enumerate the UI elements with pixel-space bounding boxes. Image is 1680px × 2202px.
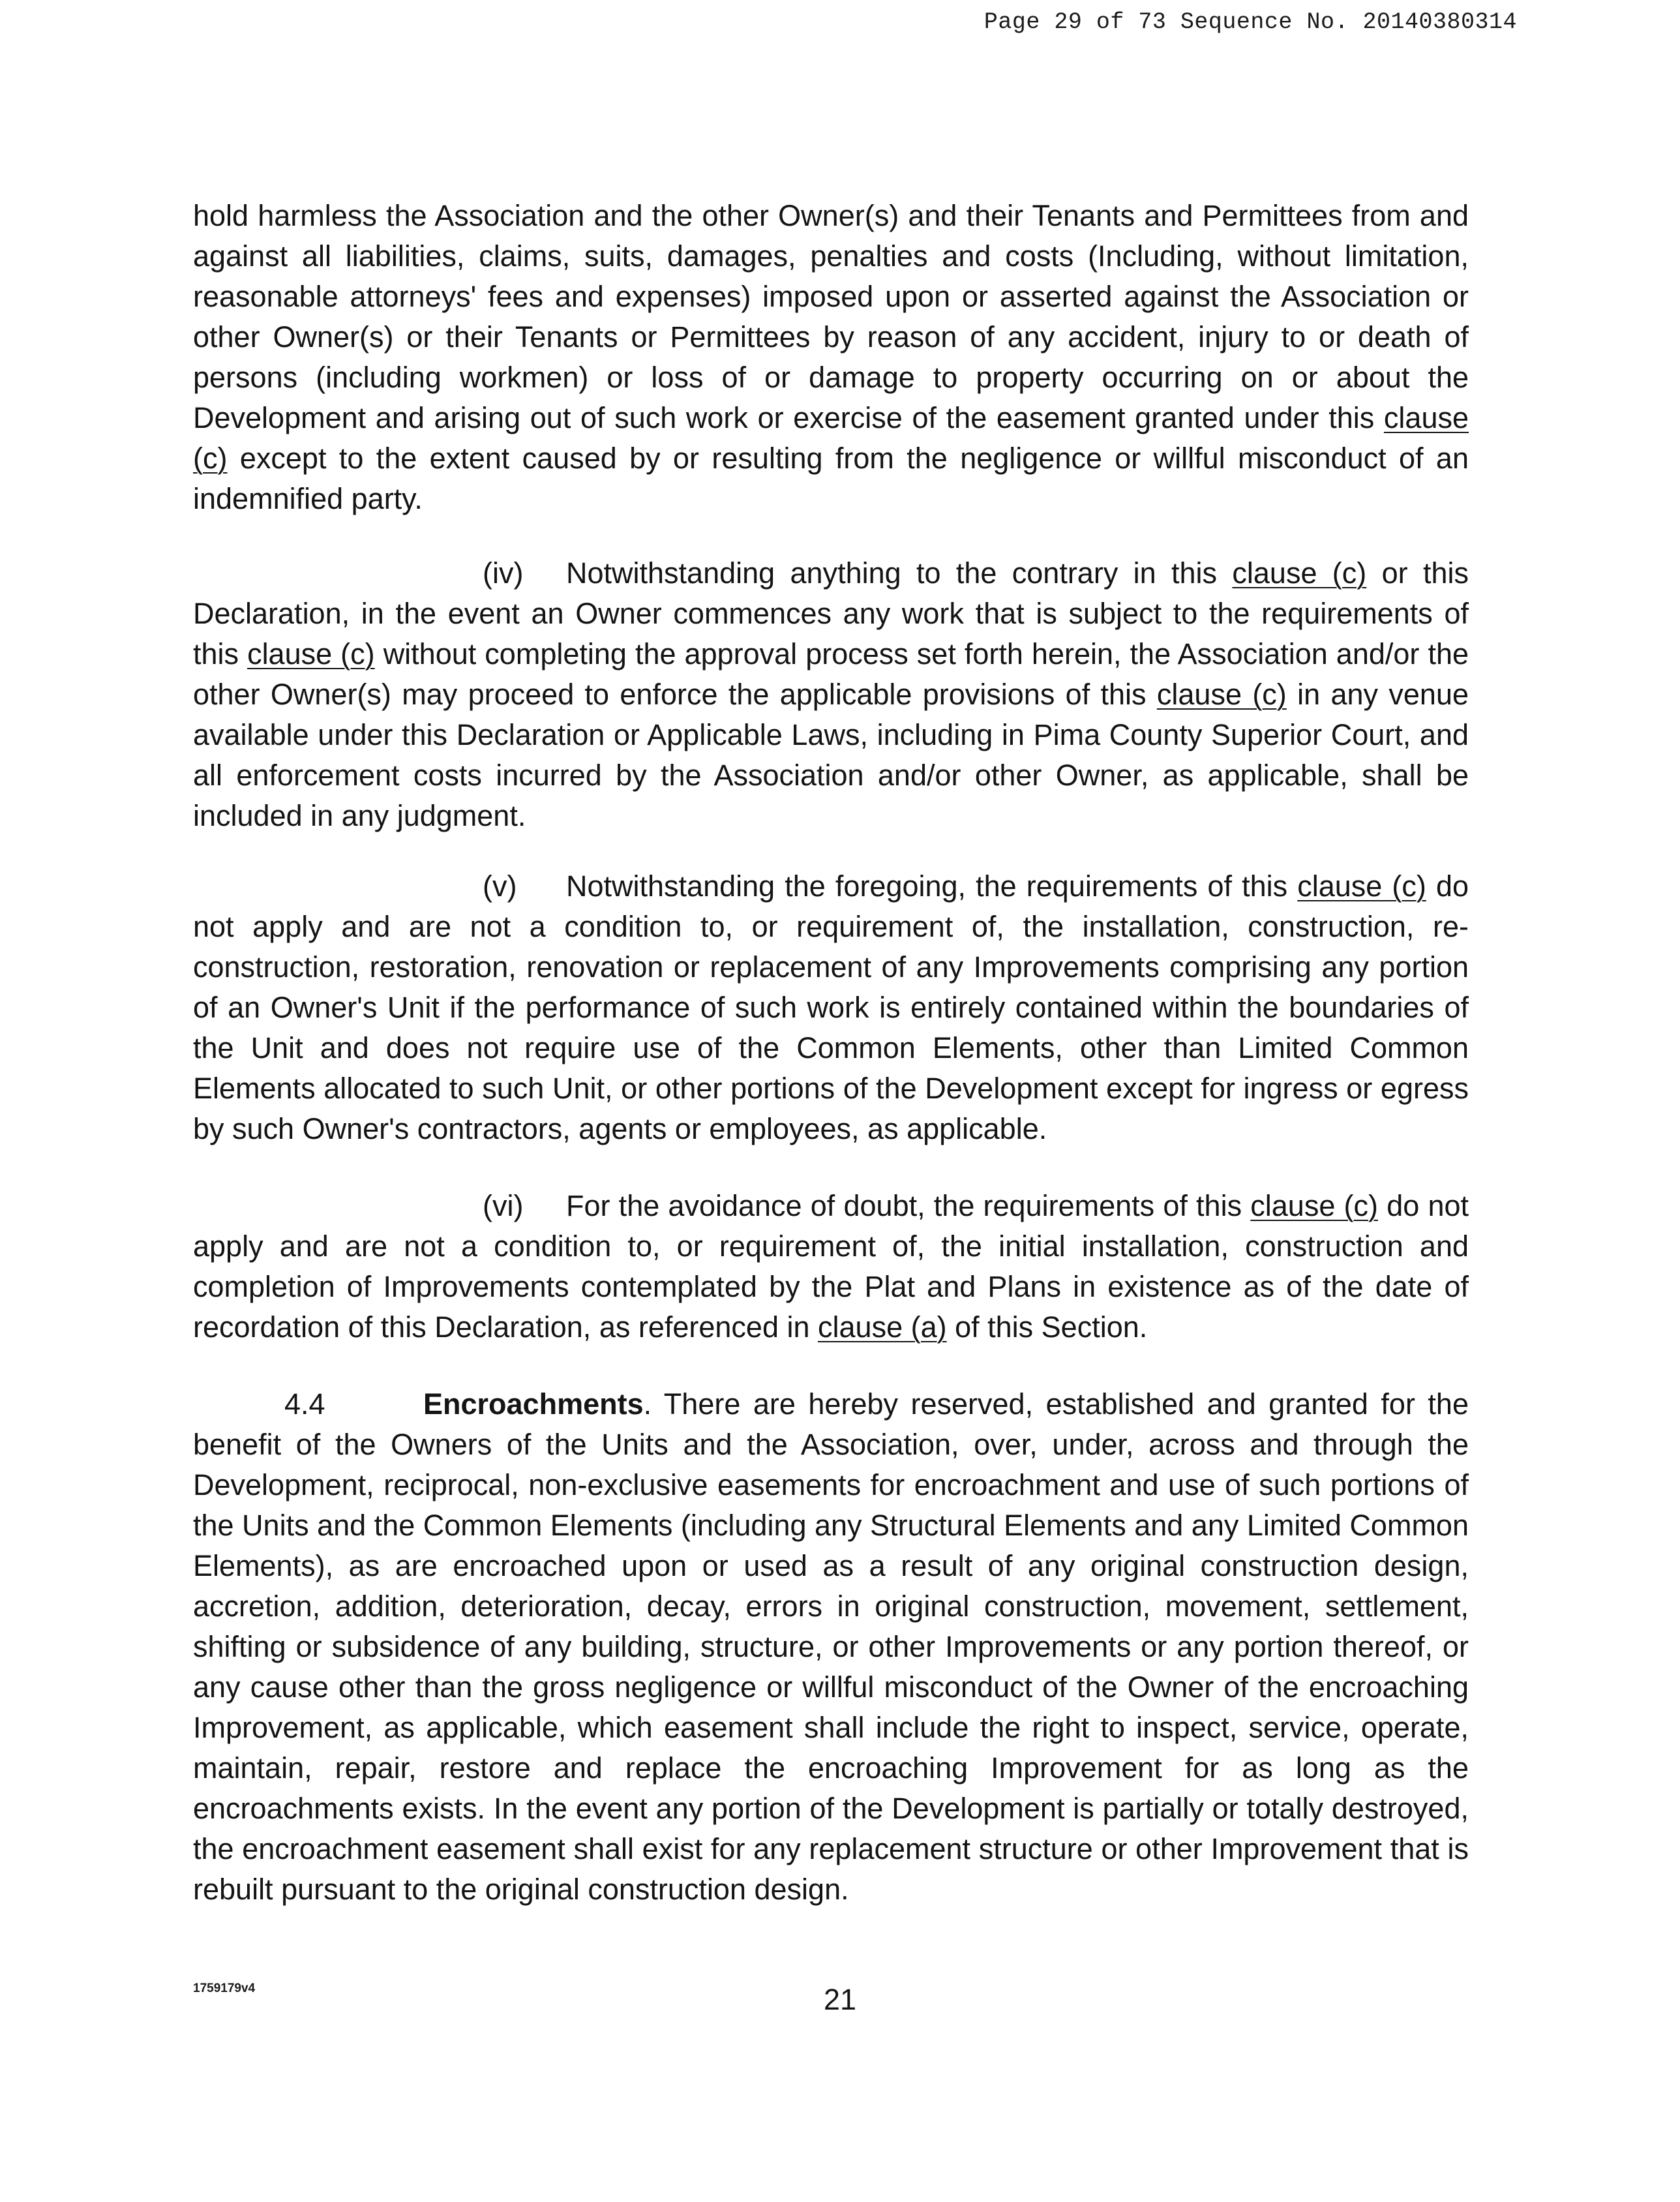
clause-c-reference: clause (c) — [1250, 1189, 1379, 1222]
paragraph-iv — [193, 553, 1469, 836]
section-title: Encroachments — [423, 1387, 644, 1421]
paragraph-vi — [193, 1186, 1469, 1348]
paragraph-text: Notwithstanding the foregoing, the requirements of this — [566, 869, 1298, 903]
paragraph-text: of this Section. — [946, 1310, 1148, 1344]
page-number: 21 — [823, 1983, 857, 2016]
clause-c-reference: clause (c) — [1297, 869, 1426, 903]
clause-c-reference: clause (c) — [247, 637, 375, 671]
paragraph-text: hold harmless the Association and the other Owner(s) and their Tenants and Permittees from and against all liabilities, claims, suits, damages, penalties and costs (Including, without limitation, reasonable attorneys' fees and expenses) imposed upon or asserted against the Association or other Owner(s) or their Tenants or Permittees by reason of any accident, injury to or death of persons (including workmen) or loss of or damage to property occurring on or about the Development and arising out of such work or exercise of the easement granted under this — [193, 199, 1469, 434]
paragraph-text: Notwithstanding anything to the contrary in this — [566, 556, 1233, 590]
subclause-number: (vi) — [483, 1189, 524, 1222]
paragraph-text: in any venue available under this Declaration or Applicable Laws, including in Pima County Superior Court, and all enforcement costs incurred by the Association and/or other Owner, as applicable, shall be included in any judgment. — [193, 678, 1469, 832]
section-number: 4.4 — [284, 1387, 325, 1421]
document-id: 1759179v4 — [193, 1982, 256, 1995]
subclause-number: (v) — [483, 869, 517, 903]
clause-c-reference: clause (c) — [1232, 556, 1367, 590]
paragraph-text: do not apply and are not a condition to, or requirement of, the initial installation, construction and completion of Improvements contemplated by the Plat and Plans in existence as of the date of recordation of this Declaration, as referenced in — [193, 1189, 1469, 1344]
paragraph-text: . There are hereby reserved, established and granted for the benefit of the Owners of the Units and the Association, over, under, across and through the Development, reciprocal, non-exclusive easements for encroachment and use of such portions of the Units and the Common Elements (including any Structural Elements and any Limited Common Elements), as are encroached upon or used as a result of any original construction design, accretion, addition, deterioration, decay, errors in original construction, movement, settlement, shifting or subsidence of any building, structure, or other Improvements or any portion thereof, or any cause other than the gross negligence or willful misconduct of the Owner of the encroaching Improvement, as applicable, which easement shall include the right to inspect, service, operate, maintain, repair, restore and replace the encroaching Improvement for as long as the encroachments exists. In the event any portion of the Development is partially or totally destroyed, the encroachment easement shall exist for any replacement structure or other Improvement that is rebuilt pursuant to the original construction design. — [193, 1387, 1469, 1906]
paragraph-text: or this Declaration, in the event an Owner commences any work that is subject to the requirements of this — [193, 556, 1469, 671]
clause-c-reference: clause (c) — [1156, 678, 1287, 711]
paragraph-text: do not apply and are not a condition to, or requirement of, the installation, construction, re-construction, restoration, renovation or replacement of any Improvements comprising any portion of an Owner's Unit if the performance of such work is entirely contained within the boundaries of the Unit and does not require use of the Common Elements, other than Limited Common Elements allocated to such Unit, or other portions of the Development except for ingress or egress by such Owner's contractors, agents or employees, as applicable. — [193, 869, 1469, 1145]
paragraph-text: For the avoidance of doubt, the requirements of this — [566, 1189, 1251, 1222]
clause-a-reference: clause (a) — [818, 1310, 947, 1344]
section-4-4-encroachments — [193, 1384, 1469, 1910]
clause-c-reference: clause (c) — [193, 401, 1469, 475]
paragraph-text: without completing the approval process set forth herein, the Association and/or the other Owner(s) may proceed to enforce the applicable provisions of this — [193, 637, 1469, 711]
subclause-number: (iv) — [483, 556, 524, 590]
paragraph-text: except to the extent caused by or resulting from the negligence or willful misconduct of an indemnified party. — [193, 442, 1469, 515]
page-sequence-header: Page 29 of 73 Sequence No. 20140380314 — [983, 9, 1517, 35]
paragraph-v — [193, 866, 1469, 1149]
paragraph-indemnity-continuation — [193, 196, 1469, 519]
